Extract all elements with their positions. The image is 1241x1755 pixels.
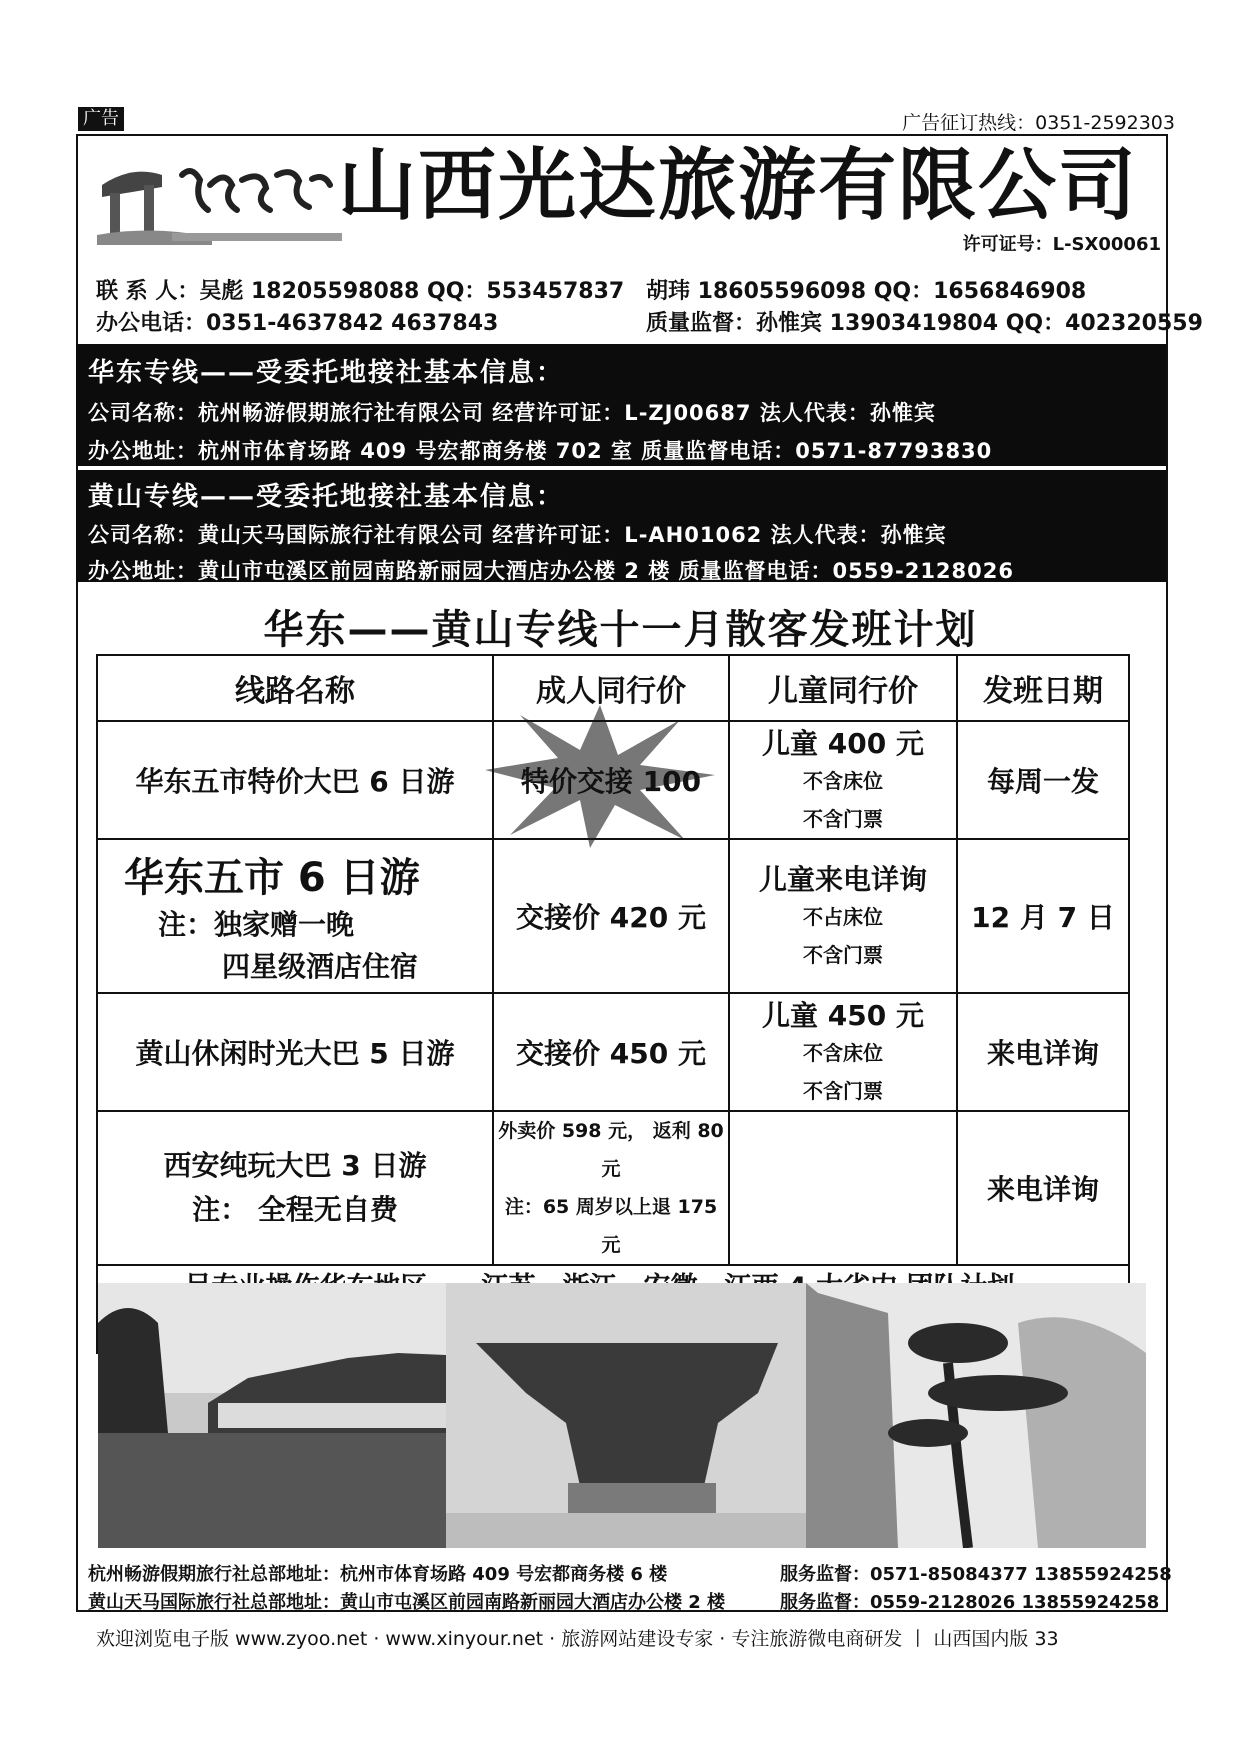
table-row [97,839,1129,993]
route-name: 华东五市 6 日游 注：独家赠一晚 四星级酒店住宿 [97,839,493,993]
adult-price: 交接价 420 元 [493,839,729,993]
child-price [729,1111,957,1265]
adult-price: 交接价 450 元 [493,993,729,1111]
adult-price: 特价交接 100 [493,721,729,839]
huangshan-title: 黄山专线——受委托地接社基本信息： [88,482,565,512]
route-name: 黄山休闲时光大巴 5 日游 [97,993,493,1111]
footer-hs-service: 服务监督：0559-2128026 13855924258 [780,1592,1160,1613]
huangshan-info-box [76,470,1166,582]
company-logo [92,145,348,257]
footer-hz-service: 服务监督：0571-85084377 13855924258 [780,1564,1172,1585]
huadong-line-2: 办公地址：杭州市体育场路 409 号宏都商务楼 702 室 质量监督电话：0571-87793830 [88,439,993,463]
contact-line-2-right: 质量监督：孙惟宾 13903419804 QQ：402320559 [646,311,1203,336]
huangshan-line-2: 办公地址：黄山市屯溪区前园南路新丽园大酒店办公楼 2 楼 质量监督电话：0559-2128026 [88,559,1014,583]
contact-line-2-left: 办公电话：0351-4637842 4637843 [96,311,499,336]
contact-line-1-left: 联 系 人：吴彪 18205598088 QQ：553457837 [96,279,625,304]
depart-date: 来电详询 [957,993,1129,1111]
table-row [97,721,1129,839]
table-row [97,1111,1129,1265]
license-number: 许可证号：L-SX00061 [962,234,1161,255]
col-header-date: 发班日期 [957,655,1129,721]
plan-title: 华东——黄山专线十一月散客发班计划 [263,607,978,653]
footer-hs-address: 黄山天马国际旅行社总部地址：黄山市屯溪区前园南路新丽园大酒店办公楼 2 楼 [88,1592,726,1613]
footer-hz-address: 杭州畅游假期旅行社总部地址：杭州市体育场路 409 号宏都商务楼 6 楼 [88,1564,668,1585]
scenery-photos [98,1283,1146,1548]
child-price: 儿童 400 元 不含床位 不含门票 [729,721,957,839]
huadong-line-1: 公司名称：杭州畅游假期旅行社有限公司 经营许可证：L-ZJ00687 法人代表：孙惟宾 [88,401,936,425]
ad-tag: 广告 [78,107,124,131]
huadong-info-box [76,344,1166,466]
child-price: 儿童 450 元 不含床位 不含门票 [729,993,957,1111]
table-row [97,993,1129,1111]
col-header-child: 儿童同行价 [729,655,957,721]
depart-date: 12 月 7 日 [957,839,1129,993]
depart-date: 来电详询 [957,1111,1129,1265]
depart-date: 每周一发 [957,721,1129,839]
route-name: 华东五市特价大巴 6 日游 [97,721,493,839]
col-header-route: 线路名称 [97,655,493,721]
table-header-row [97,655,1129,721]
company-name: 山西光达旅游有限公司 [338,140,1139,231]
route-name: 西安纯玩大巴 3 日游 注： 全程无自费 [97,1111,493,1265]
child-price: 儿童来电详询 不占床位 不含门票 [729,839,957,993]
ad-hotline: 广告征订热线：0351-2592303 [902,112,1175,134]
col-header-adult: 成人同行价 [493,655,729,721]
huadong-title: 华东专线——受委托地接社基本信息： [88,358,565,388]
schedule-table [96,654,1130,1354]
contact-line-1-right: 胡玮 18605596098 QQ：1656846908 [646,279,1087,304]
bottom-banner: 欢迎浏览电子版 www.zyoo.net · www.xinyour.net · 旅游网站建设专家 · 专注旅游微电商研发 丨 山西国内版 33 [96,1628,1059,1650]
huangshan-line-1: 公司名称：黄山天马国际旅行社有限公司 经营许可证：L-AH01062 法人代表：孙惟宾 [88,523,947,547]
adult-price: 外卖价 598 元， 返利 80 元 注：65 周岁以上退 175 元 [493,1111,729,1265]
